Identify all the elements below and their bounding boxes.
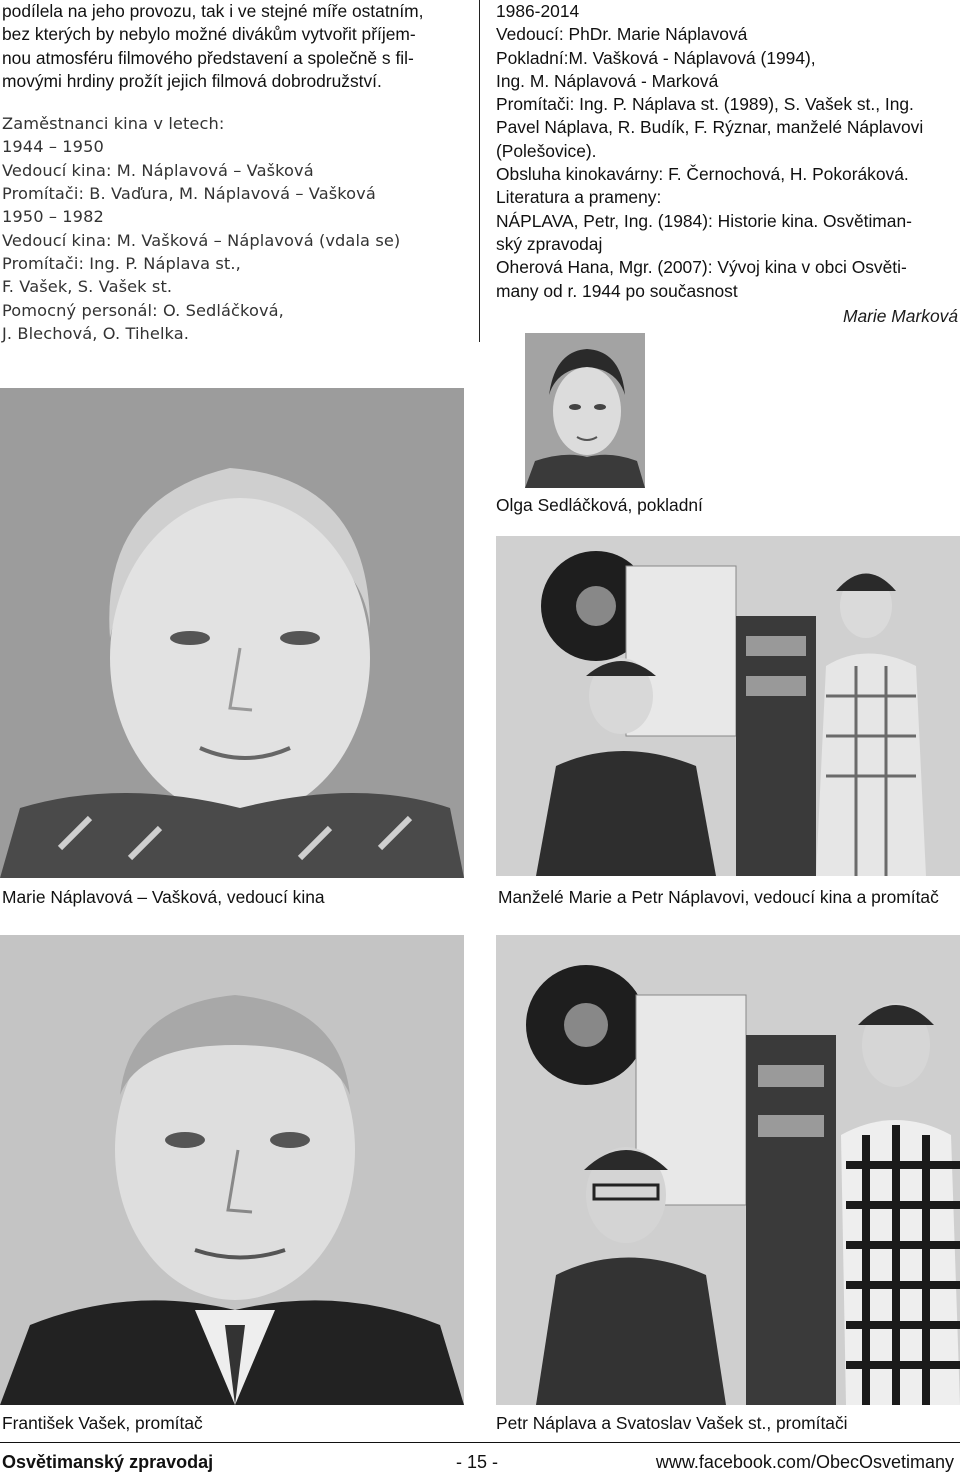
period-heading: 1986-2014 <box>496 1 580 21</box>
staff-line: Pokladní:M. Vašková - Náplavová (1994), <box>496 47 816 68</box>
caption-olga: Olga Sedláčková, pokladní <box>496 495 703 515</box>
source-line: Oherová Hana, Mgr. (2007): Vývoj kina v obci Osvěti- <box>496 257 907 278</box>
staff-line: Promítači: B. Vaďura, M. Náplavová – Vašková <box>2 184 376 204</box>
staff-line: J. Blechová, O. Tihelka. <box>2 323 190 343</box>
staff-line: Promítači: Ing. P. Náplava st., <box>2 253 241 273</box>
left-text-column <box>2 0 472 345</box>
photo-naplava-couple <box>496 536 960 876</box>
intro-line-2: bez kterých by nebylo možné divákům vytvořit příjem- <box>2 24 416 45</box>
photo-marie-naplavova-vaskova <box>0 388 464 878</box>
caption-marie: Marie Náplavová – Vašková, vedoucí kina <box>2 887 325 907</box>
staff-period-2: 1950 – 1982 <box>2 207 104 227</box>
column-divider <box>479 0 480 342</box>
source-line: ský zpravodaj <box>496 233 603 254</box>
sources-heading: Literatura a prameny: <box>496 187 662 208</box>
staff-line: Pavel Náplava, R. Budík, F. Rýznar, manželé Náplavovi <box>496 117 924 138</box>
paragraph-gap <box>2 93 472 112</box>
right-text-column <box>496 0 958 328</box>
footer-divider <box>0 1442 960 1443</box>
staff-line: F. Vašek, S. Vašek st. <box>2 277 173 297</box>
portrait-image <box>0 935 464 1405</box>
staff-line: Vedoucí kina: M. Vašková – Náplavová (vdala se) <box>2 230 401 250</box>
source-line: NÁPLAVA, Petr, Ing. (1984): Historie kina. Osvětiman- <box>496 210 912 231</box>
caption-frantisek: František Vašek, promítač <box>2 1413 203 1433</box>
staff-line: Vedoucí kina: M. Náplavová – Vašková <box>2 160 314 180</box>
intro-line-3: nou atmosféru filmového představení a společně s fil- <box>2 47 414 68</box>
photo-petr-svatoslav <box>496 935 960 1405</box>
photo-olga-sedlackova <box>525 333 645 488</box>
staff-line: Ing. M. Náplavová - Marková <box>496 70 719 91</box>
intro-line-1: podílela na jeho provozu, tak i ve stejné míře ostatním, <box>2 1 424 21</box>
portrait-image <box>0 388 464 878</box>
caption-couple: Manželé Marie a Petr Náplavovi, vedoucí kina a promítač <box>498 887 939 907</box>
staff-line: Promítači: Ing. P. Náplava st. (1989), S. Vašek st., Ing. <box>496 94 914 115</box>
footer-page-number: - 15 - <box>456 1452 499 1472</box>
staff-period-1: 1944 – 1950 <box>2 137 104 157</box>
article-author: Marie Marková <box>842 305 958 326</box>
staff-line: Obsluha kinokavárny: F. Černochová, H. Pokoráková. <box>496 164 909 185</box>
projection-room-image <box>496 536 960 876</box>
projection-room-image <box>496 935 960 1405</box>
staff-line: (Polešovice). <box>496 140 597 161</box>
caption-petr-svatoslav: Petr Náplava a Svatoslav Vašek st., promítači <box>496 1413 848 1433</box>
photo-frantisek-vasek <box>0 935 464 1405</box>
staff-line: Vedoucí: PhDr. Marie Náplavová <box>496 24 748 45</box>
intro-line-4: movými hrdiny prožít jejich filmová dobrodružství. <box>2 70 382 91</box>
staff-line: Pomocný personál: O. Sedláčková, <box>2 300 284 320</box>
portrait-image <box>525 333 645 488</box>
footer-publication: Osvětimanský zpravodaj <box>2 1452 214 1472</box>
staff-heading: Zaměstnanci kina v letech: <box>2 114 225 134</box>
footer-website[interactable]: www.facebook.com/ObecOsvetimany <box>655 1452 954 1472</box>
source-line: many od r. 1944 po současnost <box>496 280 738 301</box>
